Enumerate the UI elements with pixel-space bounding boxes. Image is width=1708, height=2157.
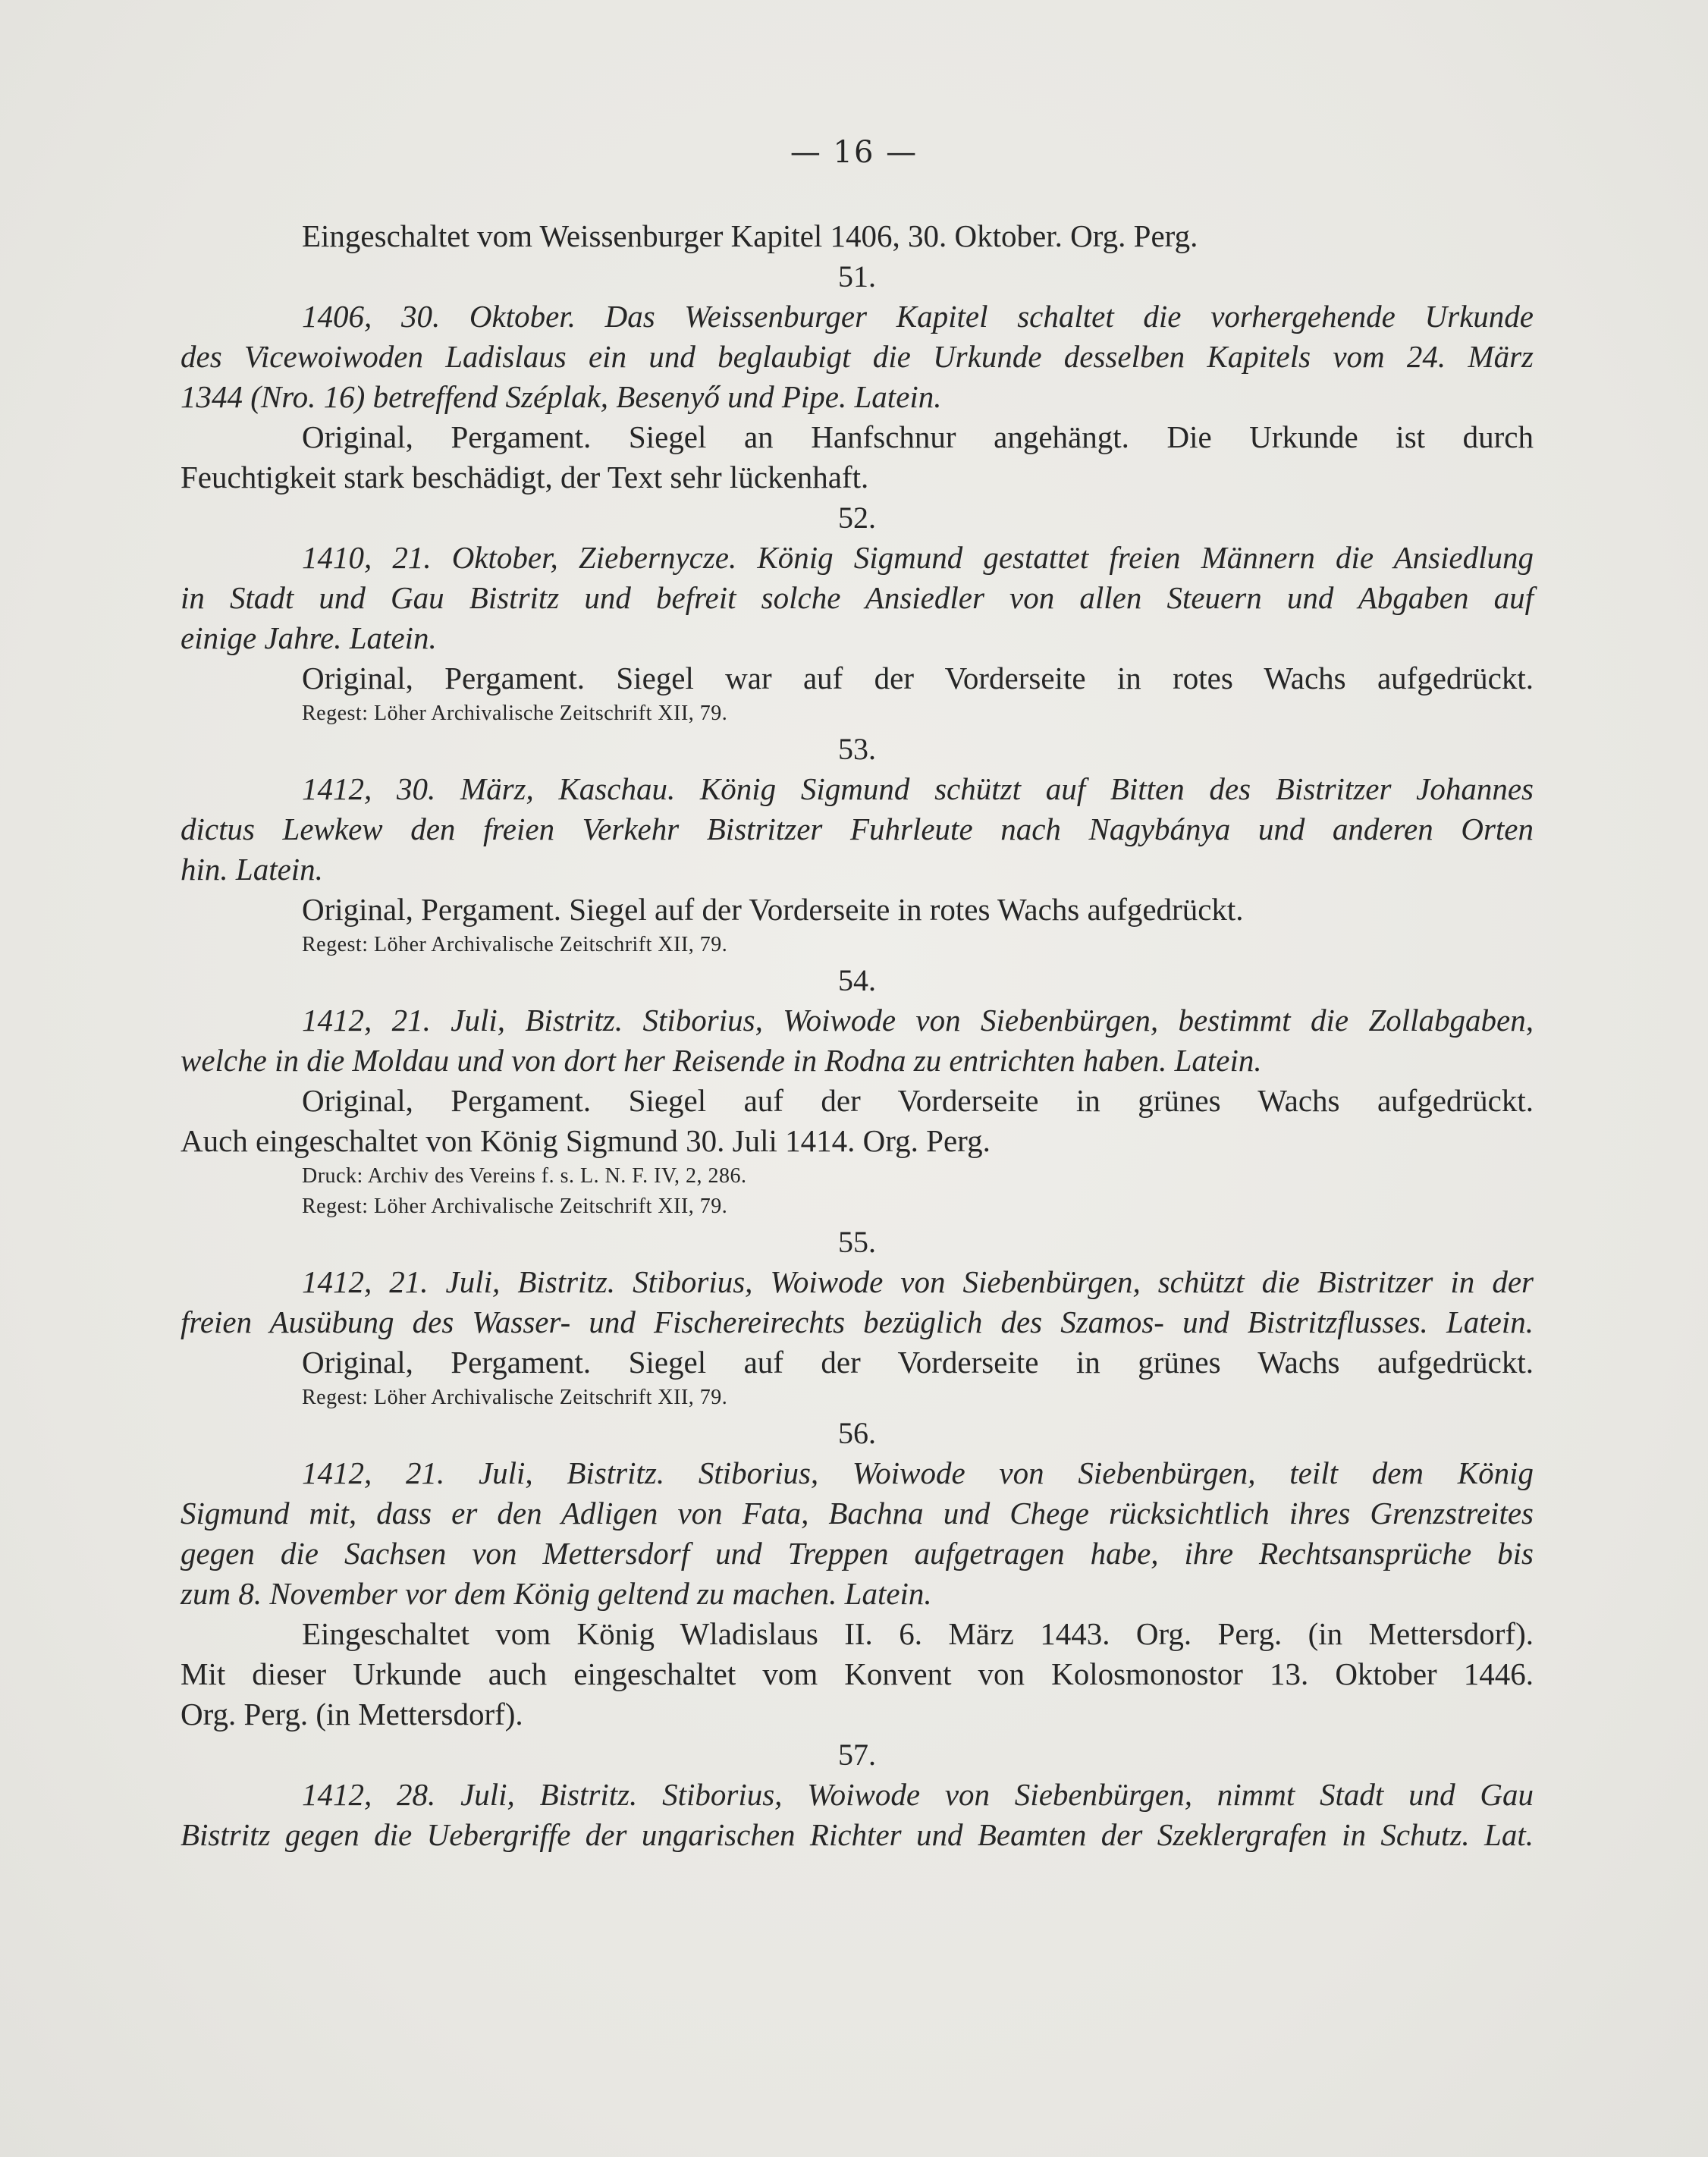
- entry-body-line: Auch eingeschaltet von König Sigmund 30. Juli 1414. Org. Perg.: [181, 1123, 991, 1158]
- entry-heading-line: einige Jahre. Latein.: [181, 620, 437, 655]
- entry-body-line: Original, Pergament. Siegel an Hanfschnur angehängt. Die Urkunde ist durch: [302, 419, 1534, 454]
- entry-heading-line: freien Ausübung des Wasser- und Fischereirechts bezüglich des Szamos- und Bistritzflusses. Latein.: [181, 1305, 1534, 1339]
- entry-heading-line: Sigmund mit, dass er den Adligen von Fata, Bachna und Chege rücksichtlich ihres Grenzstreites: [181, 1496, 1534, 1531]
- entry-heading-line: 1412, 28. Juli, Bistritz. Stiborius, Woiwode von Siebenbürgen, nimmt Stadt und Gau: [302, 1777, 1534, 1812]
- entry-body-line: Original, Pergament. Siegel auf der Vorderseite in grünes Wachs aufgedrückt.: [302, 1345, 1534, 1380]
- document-text: [181, 216, 1534, 1855]
- intro-line: Eingeschaltet vom Weissenburger Kapitel 1406, 30. Oktober. Org. Perg.: [302, 218, 1198, 253]
- entry-heading-line: hin. Latein.: [181, 852, 323, 887]
- entry-heading-line: dictus Lewkew den freien Verkehr Bistritzer Fuhrleute nach Nagybánya und anderen Orten: [181, 812, 1534, 846]
- entry-number: 51.: [838, 259, 876, 294]
- entry-reference: Druck: Archiv des Vereins f. s. L. N. F. IV, 2, 286.: [302, 1164, 747, 1188]
- entry-number: 52.: [838, 501, 876, 535]
- entry-reference: Regest: Löher Archivalische Zeitschrift XII, 79.: [302, 702, 728, 725]
- entry-heading-line: 1412, 21. Juli, Bistritz. Stiborius, Woiwode von Siebenbürgen, teilt dem König: [302, 1455, 1534, 1490]
- entry-body-line: Mit dieser Urkunde auch eingeschaltet vom Konvent von Kolosmonostor 13. Oktober 1446.: [181, 1656, 1534, 1691]
- entry-number: 57.: [838, 1738, 876, 1772]
- entry-body-line: Original, Pergament. Siegel auf der Vorderseite in grünes Wachs aufgedrückt.: [302, 1083, 1534, 1118]
- entry-body-line: Eingeschaltet vom König Wladislaus II. 6. März 1443. Org. Perg. (in Mettersdorf).: [302, 1616, 1534, 1651]
- entry-number: 56.: [838, 1416, 876, 1450]
- entry-body-line: Org. Perg. (in Mettersdorf).: [181, 1697, 523, 1732]
- entry-number: 53.: [838, 732, 876, 766]
- entry-body-line: Original, Pergament. Siegel auf der Vorderseite in rotes Wachs aufgedrückt.: [302, 892, 1244, 927]
- entry-heading-line: Bistritz gegen die Uebergriffe der ungarischen Richter und Beamten der Szeklergrafen in Schutz. Lat.: [181, 1817, 1534, 1852]
- entry-body-line: Feuchtigkeit stark beschädigt, der Text sehr lückenhaft.: [181, 460, 869, 495]
- entry-heading-line: 1406, 30. Oktober. Das Weissenburger Kapitel schaltet die vorhergehende Urkunde: [302, 299, 1534, 334]
- entry-heading-line: 1410, 21. Oktober, Ziebernycze. König Sigmund gestattet freien Männern die Ansiedlung: [302, 540, 1534, 575]
- entry-heading-line: gegen die Sachsen von Mettersdorf und Treppen aufgetragen habe, ihre Rechtsansprüche bis: [181, 1536, 1534, 1571]
- entry-heading-line: welche in die Moldau und von dort her Reisende in Rodna zu entrichten haben. Latein.: [181, 1043, 1262, 1078]
- entry-heading-line: 1412, 30. März, Kaschau. König Sigmund schützt auf Bitten des Bistritzer Johannes: [302, 771, 1534, 806]
- entry-reference: Regest: Löher Archivalische Zeitschrift XII, 79.: [302, 1386, 728, 1409]
- entry-reference: Regest: Löher Archivalische Zeitschrift XII, 79.: [302, 933, 728, 956]
- entry-heading-line: 1412, 21. Juli, Bistritz. Stiborius, Woiwode von Siebenbürgen, schützt die Bistritzer in der: [302, 1264, 1534, 1299]
- entry-heading-line: zum 8. November vor dem König geltend zu machen. Latein.: [181, 1576, 932, 1611]
- entry-reference: Regest: Löher Archivalische Zeitschrift XII, 79.: [302, 1195, 728, 1218]
- page-number: — 16 —: [790, 135, 918, 170]
- entry-heading-line: 1344 (Nro. 16) betreffend Széplak, Besenyő und Pipe. Latein.: [181, 379, 942, 414]
- entry-body-line: Original, Pergament. Siegel war auf der Vorderseite in rotes Wachs aufgedrückt.: [302, 661, 1534, 695]
- entry-number: 55.: [838, 1225, 876, 1259]
- entry-number: 54.: [838, 963, 876, 997]
- entry-heading-line: in Stadt und Gau Bistritz und befreit solche Ansiedler von allen Steuern und Abgaben auf: [181, 580, 1534, 615]
- entry-heading-line: des Vicewoiwoden Ladislaus ein und beglaubigt die Urkunde desselben Kapitels vom 24. März: [181, 339, 1534, 374]
- entry-heading-line: 1412, 21. Juli, Bistritz. Stiborius, Woiwode von Siebenbürgen, bestimmt die Zollabgaben,: [302, 1003, 1534, 1038]
